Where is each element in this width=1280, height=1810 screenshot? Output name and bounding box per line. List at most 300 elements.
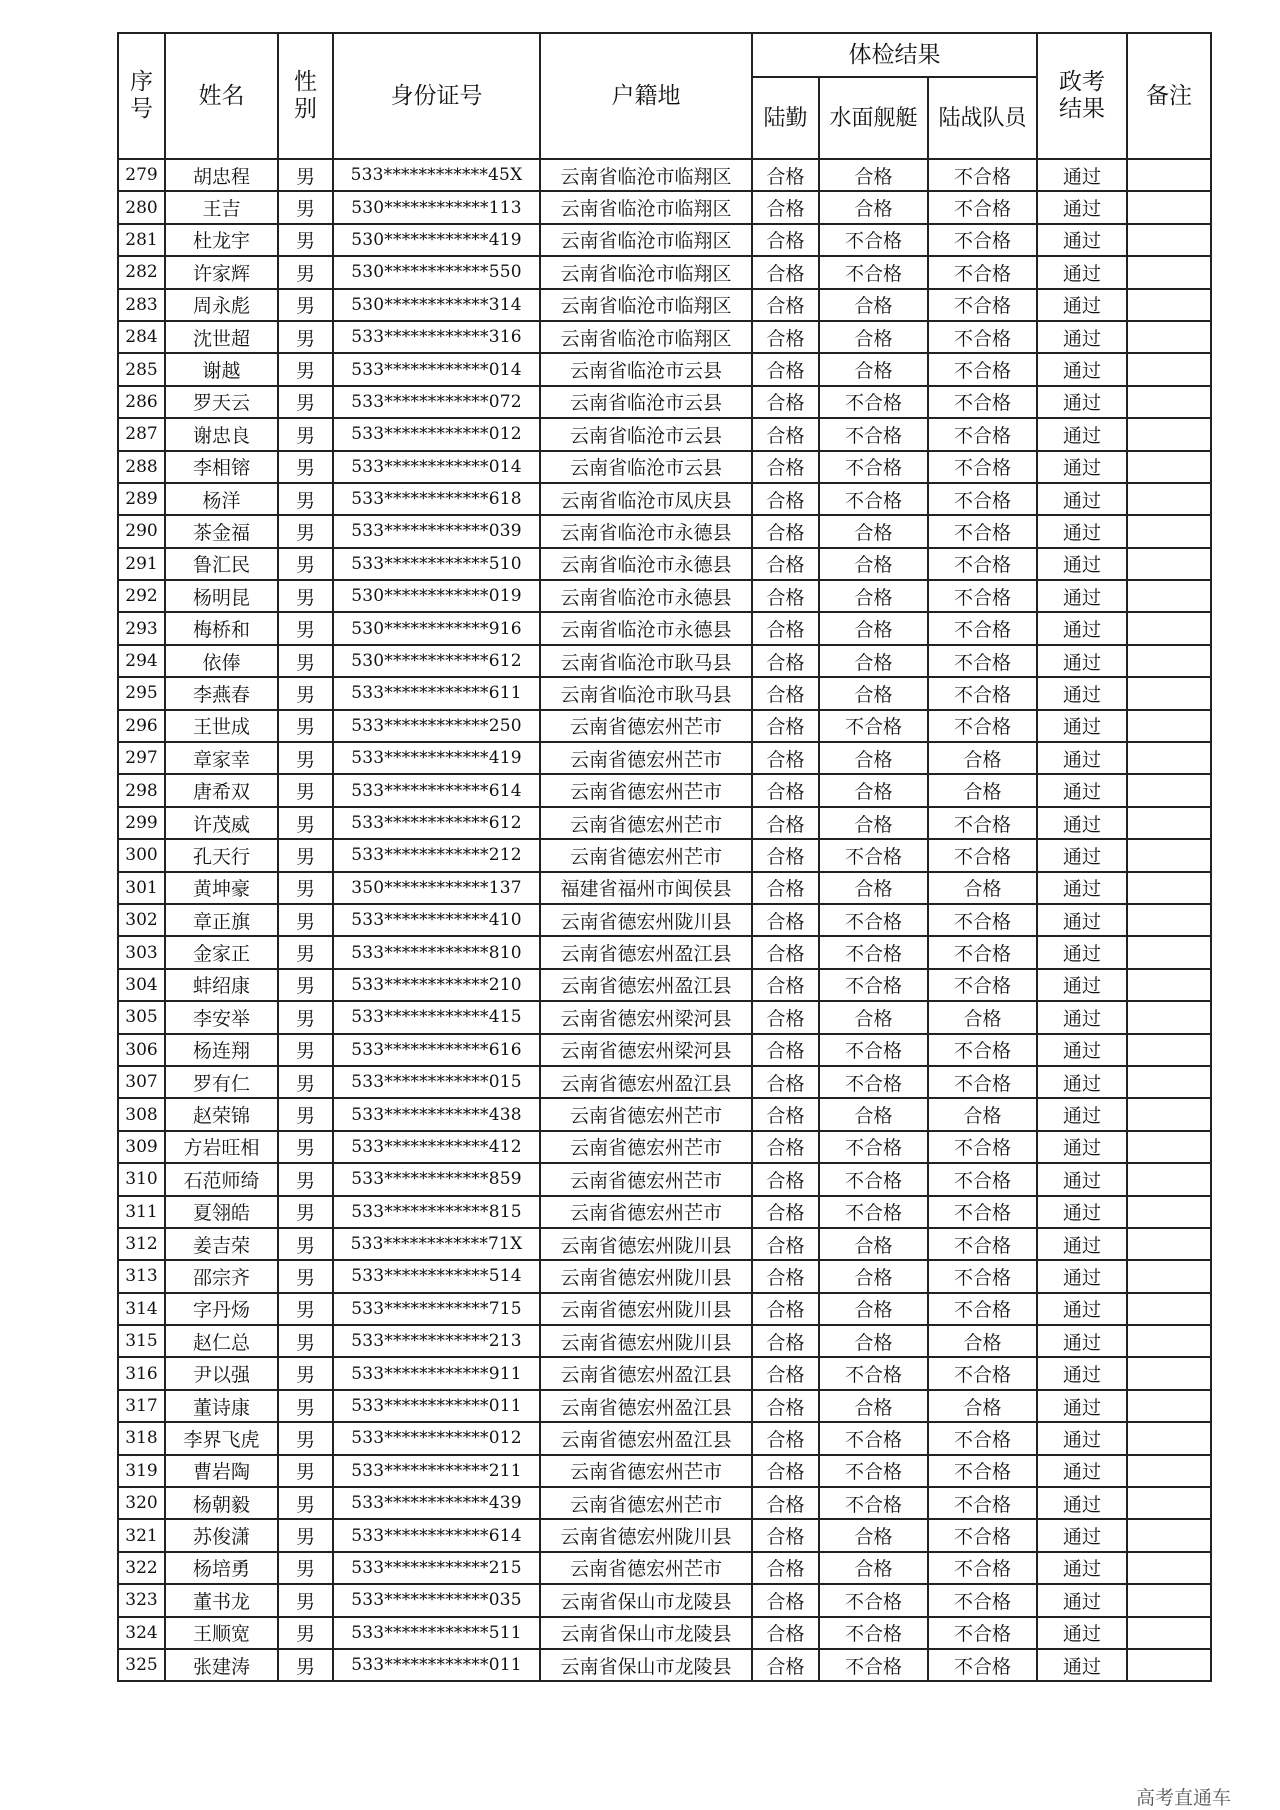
header-remark: 备注 — [1127, 33, 1211, 159]
seq-cell: 280 — [118, 191, 165, 223]
exam-land-cell: 合格 — [752, 515, 819, 547]
remark-cell — [1127, 1196, 1211, 1228]
remark-cell — [1127, 1131, 1211, 1163]
exam-land-cell: 合格 — [752, 386, 819, 418]
political-cell: 通过 — [1037, 191, 1127, 223]
exam-marine-cell: 合格 — [928, 1001, 1037, 1033]
table-row — [118, 224, 1211, 256]
political-cell: 通过 — [1037, 1357, 1127, 1389]
residence-cell: 云南省临沧市临翔区 — [540, 191, 752, 223]
gender-cell: 男 — [278, 386, 333, 418]
exam-surface-cell: 合格 — [819, 289, 928, 321]
exam-surface-cell: 合格 — [819, 321, 928, 353]
seq-cell: 299 — [118, 807, 165, 839]
name-cell: 董诗康 — [165, 1390, 278, 1422]
political-cell: 通过 — [1037, 1455, 1127, 1487]
seq-cell: 301 — [118, 872, 165, 904]
political-cell: 通过 — [1037, 548, 1127, 580]
table-row — [118, 677, 1211, 709]
exam-land-cell: 合格 — [752, 1098, 819, 1130]
exam-marine-cell: 不合格 — [928, 677, 1037, 709]
seq-cell: 292 — [118, 580, 165, 612]
exam-surface-cell: 不合格 — [819, 1131, 928, 1163]
gender-cell: 男 — [278, 1390, 333, 1422]
gender-cell: 男 — [278, 807, 333, 839]
name-cell: 许家辉 — [165, 256, 278, 288]
table-row — [118, 904, 1211, 936]
table-row — [118, 1131, 1211, 1163]
table-row — [118, 353, 1211, 385]
table-row — [118, 1649, 1211, 1681]
remark-cell — [1127, 1584, 1211, 1616]
table-row — [118, 1001, 1211, 1033]
exam-marine-cell: 不合格 — [928, 191, 1037, 223]
name-cell: 王世成 — [165, 710, 278, 742]
gender-cell: 男 — [278, 969, 333, 1001]
exam-land-cell: 合格 — [752, 1196, 819, 1228]
exam-surface-cell: 不合格 — [819, 1422, 928, 1454]
exam-marine-cell: 不合格 — [928, 936, 1037, 968]
gender-cell: 男 — [278, 742, 333, 774]
id-cell: 533************211 — [333, 1455, 540, 1487]
exam-surface-cell: 不合格 — [819, 839, 928, 871]
residence-cell: 云南省临沧市临翔区 — [540, 289, 752, 321]
political-cell: 通过 — [1037, 1228, 1127, 1260]
gender-cell: 男 — [278, 774, 333, 806]
table-row — [118, 1260, 1211, 1292]
table-row — [118, 710, 1211, 742]
header-seq: 序号 — [118, 33, 165, 159]
remark-cell — [1127, 1617, 1211, 1649]
gender-cell: 男 — [278, 418, 333, 450]
exam-marine-cell: 不合格 — [928, 353, 1037, 385]
remark-cell — [1127, 1325, 1211, 1357]
exam-land-cell: 合格 — [752, 1487, 819, 1519]
political-cell: 通过 — [1037, 1487, 1127, 1519]
exam-surface-cell: 不合格 — [819, 418, 928, 450]
seq-cell: 296 — [118, 710, 165, 742]
political-cell: 通过 — [1037, 774, 1127, 806]
name-cell: 依俸 — [165, 645, 278, 677]
exam-marine-cell: 不合格 — [928, 289, 1037, 321]
remark-cell — [1127, 774, 1211, 806]
name-cell: 罗有仁 — [165, 1066, 278, 1098]
table-row — [118, 807, 1211, 839]
seq-cell: 288 — [118, 451, 165, 483]
residence-cell: 福建省福州市闽侯县 — [540, 872, 752, 904]
residence-cell: 云南省临沧市临翔区 — [540, 159, 752, 191]
seq-cell: 324 — [118, 1617, 165, 1649]
political-cell: 通过 — [1037, 256, 1127, 288]
exam-land-cell: 合格 — [752, 289, 819, 321]
name-cell: 李相镕 — [165, 451, 278, 483]
seq-cell: 305 — [118, 1001, 165, 1033]
remark-cell — [1127, 451, 1211, 483]
residence-cell: 云南省保山市龙陵县 — [540, 1649, 752, 1681]
political-cell: 通过 — [1037, 742, 1127, 774]
id-cell: 533************412 — [333, 1131, 540, 1163]
gender-cell: 男 — [278, 321, 333, 353]
name-cell: 胡忠程 — [165, 159, 278, 191]
exam-marine-cell: 不合格 — [928, 1034, 1037, 1066]
name-cell: 章家幸 — [165, 742, 278, 774]
exam-marine-cell: 不合格 — [928, 1066, 1037, 1098]
remark-cell — [1127, 1293, 1211, 1325]
exam-surface-cell: 不合格 — [819, 1455, 928, 1487]
exam-marine-cell: 不合格 — [928, 386, 1037, 418]
seq-cell: 314 — [118, 1293, 165, 1325]
table-row — [118, 1098, 1211, 1130]
exam-marine-cell: 合格 — [928, 774, 1037, 806]
gender-cell: 男 — [278, 1519, 333, 1551]
residence-cell: 云南省临沧市凤庆县 — [540, 483, 752, 515]
political-cell: 通过 — [1037, 418, 1127, 450]
gender-cell: 男 — [278, 1098, 333, 1130]
residence-cell: 云南省德宏州芒市 — [540, 1455, 752, 1487]
name-cell: 金家正 — [165, 936, 278, 968]
exam-marine-cell: 不合格 — [928, 1131, 1037, 1163]
name-cell: 罗天云 — [165, 386, 278, 418]
remark-cell — [1127, 386, 1211, 418]
remark-cell — [1127, 1228, 1211, 1260]
seq-cell: 285 — [118, 353, 165, 385]
name-cell: 苏俊潇 — [165, 1519, 278, 1551]
remark-cell — [1127, 904, 1211, 936]
seq-cell: 308 — [118, 1098, 165, 1130]
exam-surface-cell: 合格 — [819, 1228, 928, 1260]
political-cell: 通过 — [1037, 612, 1127, 644]
exam-land-cell: 合格 — [752, 1422, 819, 1454]
table-row — [118, 742, 1211, 774]
exam-land-cell: 合格 — [752, 418, 819, 450]
id-cell: 350************137 — [333, 872, 540, 904]
seq-cell: 282 — [118, 256, 165, 288]
table-row — [118, 1293, 1211, 1325]
seq-cell: 307 — [118, 1066, 165, 1098]
id-cell: 530************113 — [333, 191, 540, 223]
residence-cell: 云南省德宏州陇川县 — [540, 1519, 752, 1551]
name-cell: 谢越 — [165, 353, 278, 385]
residence-cell: 云南省德宏州盈江县 — [540, 1390, 752, 1422]
id-cell: 533************210 — [333, 969, 540, 1001]
political-cell: 通过 — [1037, 839, 1127, 871]
table-row — [118, 1455, 1211, 1487]
exam-land-cell: 合格 — [752, 677, 819, 709]
name-cell: 方岩旺相 — [165, 1131, 278, 1163]
gender-cell: 男 — [278, 451, 333, 483]
id-cell: 533************715 — [333, 1293, 540, 1325]
table-row — [118, 159, 1211, 191]
name-cell: 许茂威 — [165, 807, 278, 839]
header-exam-land: 陆勤 — [752, 77, 819, 159]
political-cell: 通过 — [1037, 386, 1127, 418]
exam-surface-cell: 不合格 — [819, 256, 928, 288]
name-cell: 杨洋 — [165, 483, 278, 515]
id-cell: 530************550 — [333, 256, 540, 288]
id-cell: 533************614 — [333, 774, 540, 806]
table-row — [118, 289, 1211, 321]
political-cell: 通过 — [1037, 1325, 1127, 1357]
exam-land-cell: 合格 — [752, 256, 819, 288]
remark-cell — [1127, 289, 1211, 321]
gender-cell: 男 — [278, 936, 333, 968]
id-cell: 533************015 — [333, 1066, 540, 1098]
gender-cell: 男 — [278, 1455, 333, 1487]
exam-marine-cell: 不合格 — [928, 1357, 1037, 1389]
id-cell: 533************612 — [333, 807, 540, 839]
exam-surface-cell: 不合格 — [819, 969, 928, 1001]
seq-cell: 323 — [118, 1584, 165, 1616]
exam-land-cell: 合格 — [752, 1519, 819, 1551]
name-cell: 字丹炀 — [165, 1293, 278, 1325]
name-cell: 杨朝毅 — [165, 1487, 278, 1519]
political-cell: 通过 — [1037, 969, 1127, 1001]
id-cell: 530************019 — [333, 580, 540, 612]
political-cell: 通过 — [1037, 1390, 1127, 1422]
gender-cell: 男 — [278, 1584, 333, 1616]
exam-land-cell: 合格 — [752, 774, 819, 806]
political-cell: 通过 — [1037, 580, 1127, 612]
gender-cell: 男 — [278, 1617, 333, 1649]
table-row — [118, 1552, 1211, 1584]
id-cell: 533************014 — [333, 353, 540, 385]
name-cell: 章正旗 — [165, 904, 278, 936]
seq-cell: 289 — [118, 483, 165, 515]
id-cell: 533************213 — [333, 1325, 540, 1357]
exam-marine-cell: 不合格 — [928, 839, 1037, 871]
residence-cell: 云南省德宏州陇川县 — [540, 1260, 752, 1292]
exam-marine-cell: 不合格 — [928, 483, 1037, 515]
id-cell: 530************916 — [333, 612, 540, 644]
exam-marine-cell: 不合格 — [928, 1455, 1037, 1487]
political-cell: 通过 — [1037, 1584, 1127, 1616]
exam-land-cell: 合格 — [752, 1228, 819, 1260]
name-cell: 唐希双 — [165, 774, 278, 806]
gender-cell: 男 — [278, 1066, 333, 1098]
remark-cell — [1127, 936, 1211, 968]
gender-cell: 男 — [278, 1228, 333, 1260]
exam-marine-cell: 不合格 — [928, 1487, 1037, 1519]
remark-cell — [1127, 483, 1211, 515]
political-cell: 通过 — [1037, 224, 1127, 256]
residence-cell: 云南省德宏州芒市 — [540, 1552, 752, 1584]
residence-cell: 云南省德宏州芒市 — [540, 742, 752, 774]
id-cell: 533************911 — [333, 1357, 540, 1389]
exam-surface-cell: 不合格 — [819, 451, 928, 483]
exam-land-cell: 合格 — [752, 1163, 819, 1195]
exam-surface-cell: 合格 — [819, 774, 928, 806]
exam-marine-cell: 不合格 — [928, 710, 1037, 742]
remark-cell — [1127, 710, 1211, 742]
exam-land-cell: 合格 — [752, 1034, 819, 1066]
name-cell: 谢忠良 — [165, 418, 278, 450]
gender-cell: 男 — [278, 224, 333, 256]
exam-surface-cell: 合格 — [819, 353, 928, 385]
id-cell: 533************510 — [333, 548, 540, 580]
name-cell: 李燕春 — [165, 677, 278, 709]
remark-cell — [1127, 969, 1211, 1001]
table-row — [118, 872, 1211, 904]
exam-surface-cell: 不合格 — [819, 386, 928, 418]
gender-cell: 男 — [278, 1487, 333, 1519]
gender-cell: 男 — [278, 1293, 333, 1325]
remark-cell — [1127, 1034, 1211, 1066]
political-cell: 通过 — [1037, 1066, 1127, 1098]
political-cell: 通过 — [1037, 1617, 1127, 1649]
name-cell: 曹岩陶 — [165, 1455, 278, 1487]
remark-cell — [1127, 742, 1211, 774]
id-cell: 533************212 — [333, 839, 540, 871]
id-cell: 533************611 — [333, 677, 540, 709]
residence-cell: 云南省德宏州盈江县 — [540, 1066, 752, 1098]
seq-cell: 320 — [118, 1487, 165, 1519]
remark-cell — [1127, 1390, 1211, 1422]
exam-land-cell: 合格 — [752, 1357, 819, 1389]
header-id-number: 身份证号 — [333, 33, 540, 159]
table-body — [118, 159, 1211, 1681]
remark-cell — [1127, 580, 1211, 612]
id-cell: 533************039 — [333, 515, 540, 547]
exam-marine-cell: 不合格 — [928, 548, 1037, 580]
remark-cell — [1127, 256, 1211, 288]
id-cell: 530************314 — [333, 289, 540, 321]
id-cell: 533************014 — [333, 451, 540, 483]
exam-marine-cell: 不合格 — [928, 612, 1037, 644]
exam-surface-cell: 不合格 — [819, 1487, 928, 1519]
table-row — [118, 256, 1211, 288]
residence-cell: 云南省临沧市云县 — [540, 386, 752, 418]
exam-surface-cell: 不合格 — [819, 1357, 928, 1389]
exam-marine-cell: 不合格 — [928, 1196, 1037, 1228]
political-cell: 通过 — [1037, 807, 1127, 839]
residence-cell: 云南省保山市龙陵县 — [540, 1584, 752, 1616]
political-cell: 通过 — [1037, 451, 1127, 483]
exam-marine-cell: 不合格 — [928, 1293, 1037, 1325]
seq-cell: 316 — [118, 1357, 165, 1389]
gender-cell: 男 — [278, 1034, 333, 1066]
political-cell: 通过 — [1037, 872, 1127, 904]
seq-cell: 311 — [118, 1196, 165, 1228]
exam-surface-cell: 合格 — [819, 159, 928, 191]
seq-cell: 293 — [118, 612, 165, 644]
political-cell: 通过 — [1037, 710, 1127, 742]
id-cell: 533************415 — [333, 1001, 540, 1033]
exam-surface-cell: 合格 — [819, 1390, 928, 1422]
name-cell: 赵仁总 — [165, 1325, 278, 1357]
remark-cell — [1127, 159, 1211, 191]
exam-surface-cell: 合格 — [819, 1098, 928, 1130]
political-cell: 通过 — [1037, 321, 1127, 353]
exam-surface-cell: 合格 — [819, 645, 928, 677]
gender-cell: 男 — [278, 872, 333, 904]
exam-land-cell: 合格 — [752, 483, 819, 515]
exam-surface-cell: 合格 — [819, 1260, 928, 1292]
name-cell: 邵宗齐 — [165, 1260, 278, 1292]
exam-marine-cell: 不合格 — [928, 1260, 1037, 1292]
name-cell: 梅桥和 — [165, 612, 278, 644]
exam-surface-cell: 不合格 — [819, 1066, 928, 1098]
residence-cell: 云南省临沧市永德县 — [540, 515, 752, 547]
id-cell: 533************859 — [333, 1163, 540, 1195]
table-row — [118, 418, 1211, 450]
gender-cell: 男 — [278, 1131, 333, 1163]
residence-cell: 云南省临沧市临翔区 — [540, 256, 752, 288]
exam-land-cell: 合格 — [752, 904, 819, 936]
residence-cell: 云南省德宏州陇川县 — [540, 904, 752, 936]
exam-marine-cell: 不合格 — [928, 321, 1037, 353]
name-cell: 茶金福 — [165, 515, 278, 547]
exam-marine-cell: 不合格 — [928, 451, 1037, 483]
table-row — [118, 1228, 1211, 1260]
residence-cell: 云南省临沧市云县 — [540, 451, 752, 483]
table-row — [118, 1357, 1211, 1389]
exam-land-cell: 合格 — [752, 1390, 819, 1422]
exam-land-cell: 合格 — [752, 710, 819, 742]
gender-cell: 男 — [278, 483, 333, 515]
political-cell: 通过 — [1037, 1196, 1127, 1228]
seq-cell: 318 — [118, 1422, 165, 1454]
gender-cell: 男 — [278, 159, 333, 191]
name-cell: 王顺宽 — [165, 1617, 278, 1649]
name-cell: 李安举 — [165, 1001, 278, 1033]
residence-cell: 云南省德宏州盈江县 — [540, 936, 752, 968]
exam-land-cell: 合格 — [752, 1260, 819, 1292]
table-row — [118, 580, 1211, 612]
political-cell: 通过 — [1037, 1649, 1127, 1681]
exam-marine-cell: 不合格 — [928, 1649, 1037, 1681]
table-row — [118, 774, 1211, 806]
remark-cell — [1127, 1487, 1211, 1519]
gender-cell: 男 — [278, 1552, 333, 1584]
remark-cell — [1127, 515, 1211, 547]
remark-cell — [1127, 1098, 1211, 1130]
seq-cell: 322 — [118, 1552, 165, 1584]
table-row — [118, 451, 1211, 483]
seq-cell: 283 — [118, 289, 165, 321]
exam-land-cell: 合格 — [752, 191, 819, 223]
header-political: 政考结果 — [1037, 33, 1127, 159]
exam-marine-cell: 不合格 — [928, 580, 1037, 612]
exam-marine-cell: 不合格 — [928, 515, 1037, 547]
table-row — [118, 1487, 1211, 1519]
exam-marine-cell: 不合格 — [928, 418, 1037, 450]
seq-cell: 287 — [118, 418, 165, 450]
exam-surface-cell: 合格 — [819, 677, 928, 709]
exam-marine-cell: 不合格 — [928, 1552, 1037, 1584]
table-row — [118, 1584, 1211, 1616]
table-row — [118, 1519, 1211, 1551]
id-cell: 533************011 — [333, 1649, 540, 1681]
table-row — [118, 839, 1211, 871]
residence-cell: 云南省德宏州芒市 — [540, 1487, 752, 1519]
header-name: 姓名 — [165, 33, 278, 159]
gender-cell: 男 — [278, 515, 333, 547]
exam-marine-cell: 不合格 — [928, 256, 1037, 288]
exam-land-cell: 合格 — [752, 612, 819, 644]
table-row — [118, 1325, 1211, 1357]
political-cell: 通过 — [1037, 289, 1127, 321]
exam-land-cell: 合格 — [752, 1293, 819, 1325]
table-row — [118, 1196, 1211, 1228]
exam-marine-cell: 不合格 — [928, 1228, 1037, 1260]
exam-surface-cell: 不合格 — [819, 1649, 928, 1681]
seq-cell: 298 — [118, 774, 165, 806]
exam-land-cell: 合格 — [752, 1617, 819, 1649]
name-cell: 周永彪 — [165, 289, 278, 321]
results-table — [117, 32, 1212, 1682]
table-row — [118, 548, 1211, 580]
remark-cell — [1127, 1066, 1211, 1098]
